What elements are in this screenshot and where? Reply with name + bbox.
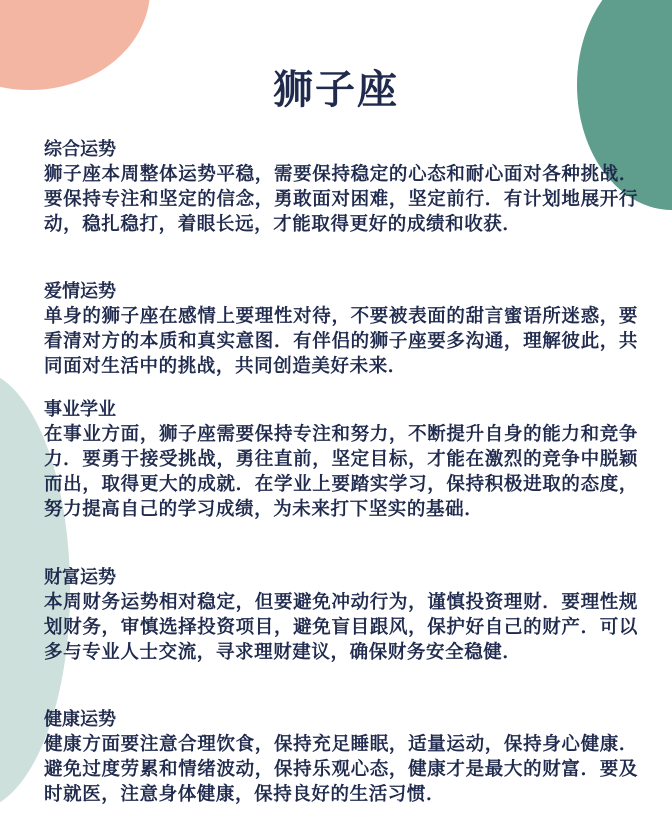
- section-heading: 事业学业: [44, 399, 116, 420]
- section-body: 狮子座本周整体运势平稳，需要保持稳定的心态和耐心面对各种挑战．要保持专注和坚定的信念，勇敢面对困难，坚定前行．有计划地展开行动，稳扎稳打，着眼长远，才能取得更好的成绩和收获．: [44, 164, 638, 235]
- section-heading: 财富运势: [44, 567, 116, 588]
- section-heading: 健康运势: [44, 709, 116, 730]
- section-heading: 爱情运势: [44, 281, 116, 302]
- section-body: 本周财务运势相对稳定，但要避免冲动行为，谨慎投资理财．要理性规划财务，审慎选择投资项目，避免盲目跟风，保护好自己的财产．可以多与专业人士交流，寻求理财建议，确保财务安全稳健．: [44, 592, 638, 663]
- section-body: 在事业方面，狮子座需要保持专注和努力，不断提升自身的能力和竞争力．要勇于接受挑战，勇往直前，坚定目标，才能在激烈的竞争中脱颖而出，取得更大的成就．在学业上要踏实学习，保持积极进取的态度，努力提高自己的学习成绩，为未来打下坚实的基础．: [44, 424, 638, 520]
- section-heading: 综合运势: [44, 139, 116, 160]
- section-love-fortune: [44, 280, 638, 379]
- section-wealth-fortune: [44, 566, 638, 665]
- page-title: 狮子座: [273, 67, 399, 113]
- section-health-fortune: [44, 708, 638, 807]
- section-body: 单身的狮子座在感情上要理性对待，不要被表面的甜言蜜语所迷惑，要看清对方的本质和真实意图．有伴侣的狮子座要多沟通，理解彼此，共同面对生活中的挑战，共同创造美好未来．: [44, 306, 638, 377]
- section-body: 健康方面要注意合理饮食，保持充足睡眠，适量运动，保持身心健康．避免过度劳累和情绪波动，保持乐观心态，健康才是最大的财富．要及时就医，注意身体健康，保持良好的生活习惯．: [44, 734, 638, 805]
- section-career-study: [44, 398, 638, 522]
- section-overall-fortune: [44, 138, 638, 237]
